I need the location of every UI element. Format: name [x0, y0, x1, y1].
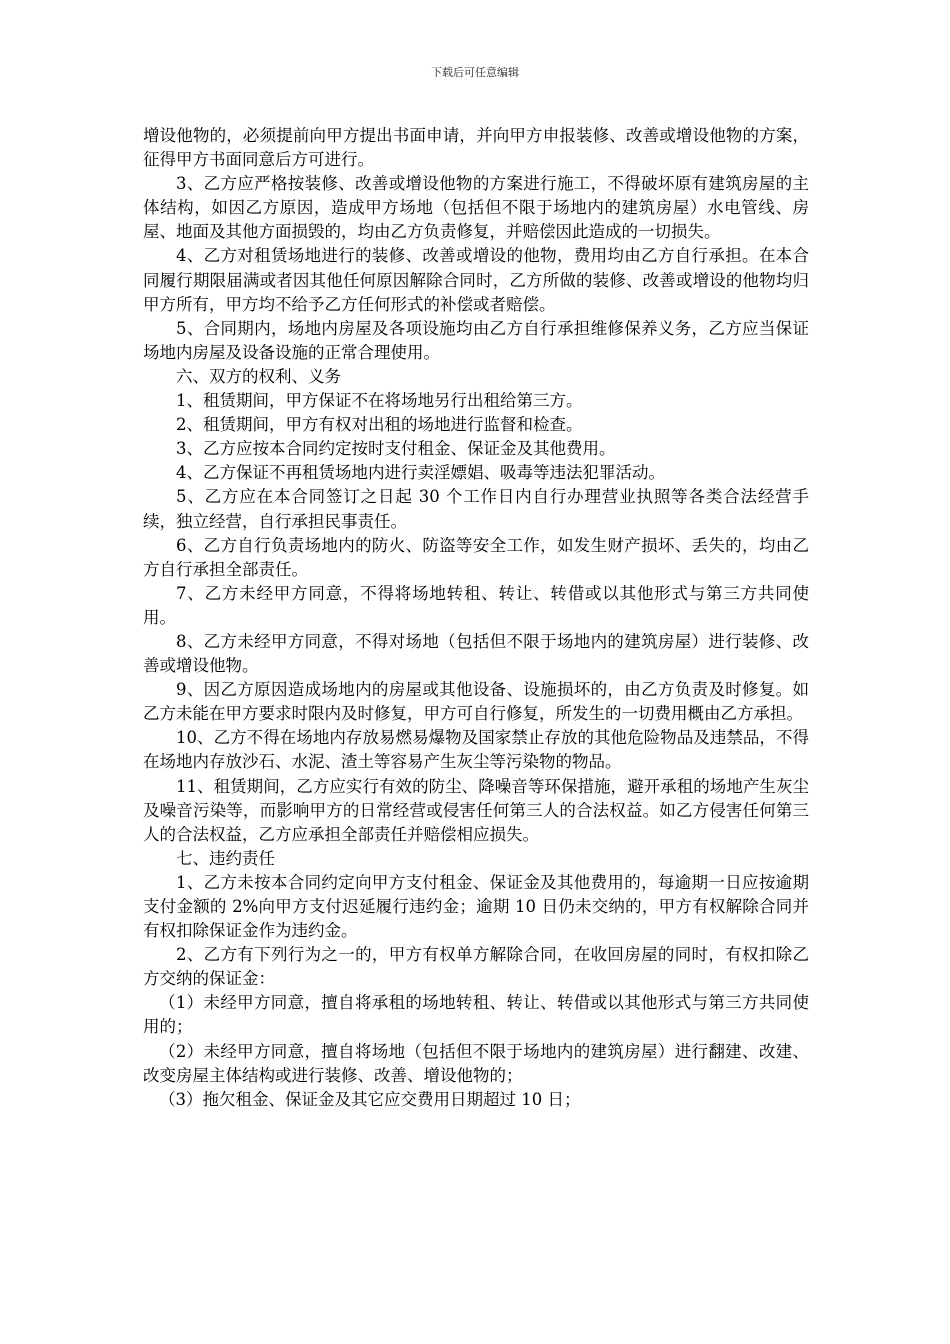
paragraph-clause-5: 5、合同期内，场地内房屋及各项设施均由乙方自行承担维修保养义务，乙方应当保证场地内房屋及设备设施的正常合理使用。: [143, 318, 809, 362]
paragraph-rights-1: 1、租赁期间，甲方保证不在将场地另行出租给第三方。: [176, 391, 583, 411]
paragraph-rights-9: 9、因乙方原因造成场地内的房屋或其他设备、设施损坏的，由乙方负责及时修复。如乙方未能在甲方要求时限内及时修复，甲方可自行修复，所发生的一切费用概由乙方承担。: [143, 680, 809, 724]
paragraph-rights-7: 7、乙方未经甲方同意，不得将场地转租、转让、转借或以其他形式与第三方共同使用。: [143, 583, 809, 627]
paragraph-rights-6: 6、乙方自行负责场地内的防火、防盗等安全工作，如发生财产损坏、丢失的，均由乙方自行承担全部责任。: [143, 535, 809, 579]
paragraph-clause-3: 3、乙方应严格按装修、改善或增设他物的方案进行施工，不得破坏原有建筑房屋的主体结构，如因乙方原因，造成甲方场地（包括但不限于场地内的建筑房屋）水电管线、房屋、地面及其他方面损毁的，均由乙方负责修复，并赔偿因此造成的一切损失。: [143, 174, 809, 242]
paragraph-rights-3: 3、乙方应按本合同约定按时支付租金、保证金及其他费用。: [176, 439, 616, 459]
list-item-breach-2-1: （1）未经甲方同意，擅自将承租的场地转租、转让、转借或以其他形式与第三方共同使用的；: [143, 993, 809, 1037]
paragraph-breach-1: 1、乙方未按本合同约定向甲方支付租金、保证金及其他费用的，每逾期一日应按逾期支付金额的 2%向甲方支付迟延履行违约金；逾期 10 日仍未交纳的，甲方有权解除合同并有权扣除保证金作为违约金。: [143, 872, 809, 941]
list-item-breach-2-3: （3）拖欠租金、保证金及其它应交费用日期超过 10 日；: [159, 1089, 581, 1109]
paragraph-rights-8: 8、乙方未经甲方同意，不得对场地（包括但不限于场地内的建筑房屋）进行装修、改善或增设他物。: [143, 631, 809, 676]
list-item-breach-2-2: （2）未经甲方同意，擅自将场地（包括但不限于场地内的建筑房屋）进行翻建、改建、改变房屋主体结构或进行装修、改善、增设他物的；: [143, 1041, 809, 1085]
paragraph-rights-4: 4、乙方保证不再租赁场地内进行卖淫嫖娼、吸毒等违法犯罪活动。: [176, 463, 665, 483]
section-heading-rights-obligations: 六、双方的权利、义务: [176, 366, 341, 386]
paragraph-clause-4: 4、乙方对租赁场地进行的装修、改善或增设的他物，费用均由乙方自行承担。在本合同履行期限届满或者因其他任何原因解除合同时，乙方所做的装修、改善或增设的他物均归甲方所有，甲方均不给予乙方任何形式的补偿或者赔偿。: [143, 246, 809, 314]
section-heading-breach-liability: 七、违约责任: [176, 848, 275, 868]
paragraph-rights-2: 2、租赁期间，甲方有权对出租的场地进行监督和检查。: [176, 415, 583, 435]
paragraph-rights-10: 10、乙方不得在场地内存放易燃易爆物及国家禁止存放的其他危险物品及违禁品，不得在场地内存放沙石、水泥、渣土等容易产生灰尘等污染物的物品。: [143, 728, 809, 772]
paragraph-rights-5: 5、乙方应在本合同签订之日起 30 个工作日内自行办理营业执照等各类合法经营手续，独立经营，自行承担民事责任。: [143, 487, 809, 531]
document-body: [143, 124, 809, 1112]
paragraph-breach-2: 2、乙方有下列行为之一的，甲方有权单方解除合同，在收回房屋的同时，有权扣除乙方交纳的保证金：: [143, 945, 809, 989]
page-header: 下载后可任意编辑: [431, 66, 519, 79]
paragraph-rights-11: 11、租赁期间，乙方应实行有效的防尘、降噪音等环保措施，避开承租的场地产生灰尘及噪音污染等，而影响甲方的日常经营或侵害任何第三人的合法权益。如乙方侵害任何第三人的合法权益，乙方应承担全部责任并赔偿相应损失。: [143, 776, 809, 844]
paragraph-continuation: 增设他物的，必须提前向甲方提出书面申请，并向甲方申报装修、改善或增设他物的方案，征得甲方书面同意后方可进行。: [143, 126, 809, 170]
